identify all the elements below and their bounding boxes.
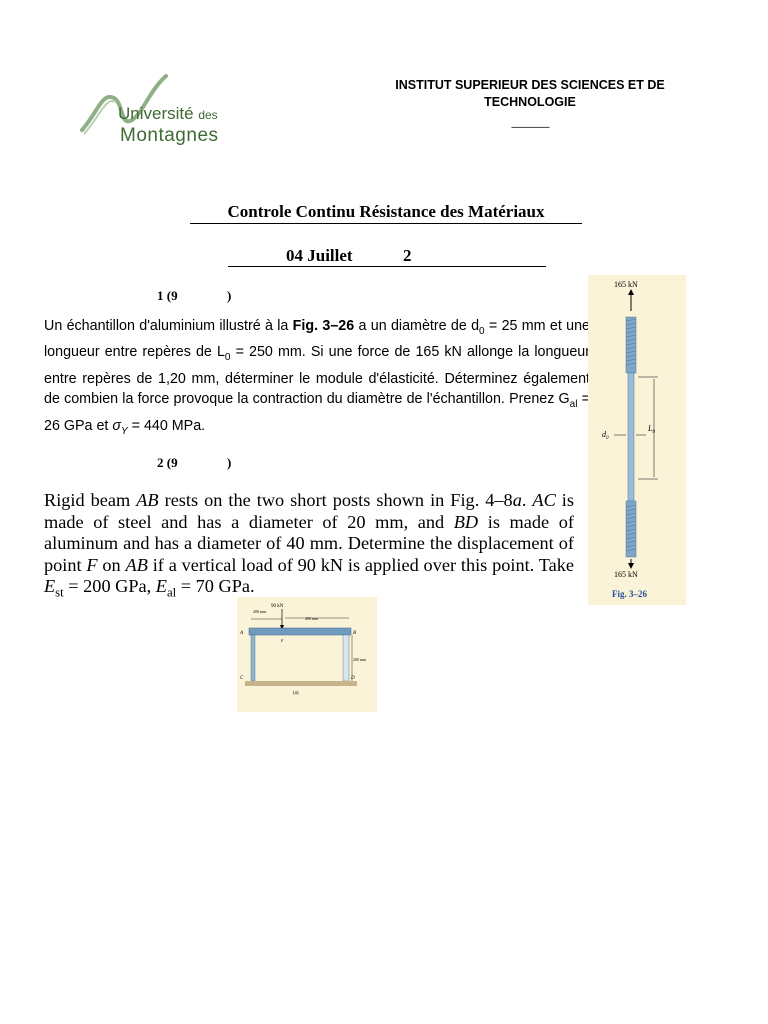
point-f-label: F bbox=[281, 638, 284, 643]
exam-title: Controle Continu Résistance des Matériaux bbox=[190, 202, 582, 224]
exam-date: 04 Juillet 2 bbox=[228, 246, 546, 267]
dim-200-label: 200 mm bbox=[253, 609, 267, 614]
figure-4-8-caption: (a) bbox=[293, 691, 299, 696]
figure-3-26 bbox=[588, 275, 686, 605]
diameter-label: $d_0$ bbox=[602, 430, 609, 441]
force-bottom-label: 165 kN bbox=[614, 570, 638, 579]
post-bd bbox=[343, 635, 349, 681]
logo-text-universite: Université des bbox=[118, 104, 218, 123]
force-arrowhead-bottom bbox=[628, 563, 634, 569]
point-d-label: D bbox=[351, 676, 355, 681]
logo-text-montagnes: Montagnes bbox=[120, 125, 219, 146]
load-label: 90 kN bbox=[271, 604, 284, 609]
header-divider: ------------------- bbox=[511, 122, 549, 132]
dim-post-label: 200 mm bbox=[353, 657, 367, 662]
question-1-heading-close: ) bbox=[227, 288, 232, 303]
question-2-text: Rigid beam AB rests on the two short posts shown in Fig. 4–8a. AC is made of steel and has a diameter of 20 mm, and BD is made of aluminum and has a diameter of 40 mm. Determine the displacement of point F on AB if a vertical load of 90 kN is applied over this point. Take $E_{st} = 200$ GPa, $E_{al} = 70$ GPa. bbox=[44, 490, 575, 600]
question-1-text: Un échantillon d'aluminium illustré à la Fig. 3–26 a un diamètre de $d_0 = 25$ mm et une longueur entre repères de $L_0 = 250$ mm. Si une force de 165 kN allonge la longueur entre repères de 1,20 mm, déterminer le module d'élasticité. Déterminez également de combien la force provoque la contraction du diamètre de l'échantillon. Prenez $G_{al} = 26$ GPa et $\sigma_Y = 440$ MPa. bbox=[44, 318, 590, 437]
institute-name: INSTITUT SUPERIEUR DES SCIENCES ET DE TECHNOLOGIE bbox=[395, 78, 665, 109]
specimen-shaft bbox=[628, 373, 634, 501]
point-b-label: B bbox=[353, 631, 357, 636]
question-2-heading-close: ) bbox=[227, 455, 232, 470]
point-a-label: A bbox=[240, 631, 244, 636]
ground bbox=[245, 681, 357, 686]
question-1-heading: 1 (9 bbox=[157, 288, 178, 303]
rigid-beam bbox=[249, 628, 351, 635]
figure-4-8a bbox=[237, 597, 377, 712]
force-arrowhead-top bbox=[628, 289, 634, 295]
dim-400-label: 400 mm bbox=[305, 616, 319, 621]
figure-caption: Fig. 3–26 bbox=[612, 589, 647, 599]
point-c-label: C bbox=[240, 676, 244, 681]
post-ac bbox=[251, 635, 255, 681]
force-top-label: 165 kN bbox=[614, 280, 638, 289]
gauge-length-label: $L_0$ bbox=[648, 424, 655, 435]
question-2-heading: 2 (9 bbox=[157, 455, 178, 470]
